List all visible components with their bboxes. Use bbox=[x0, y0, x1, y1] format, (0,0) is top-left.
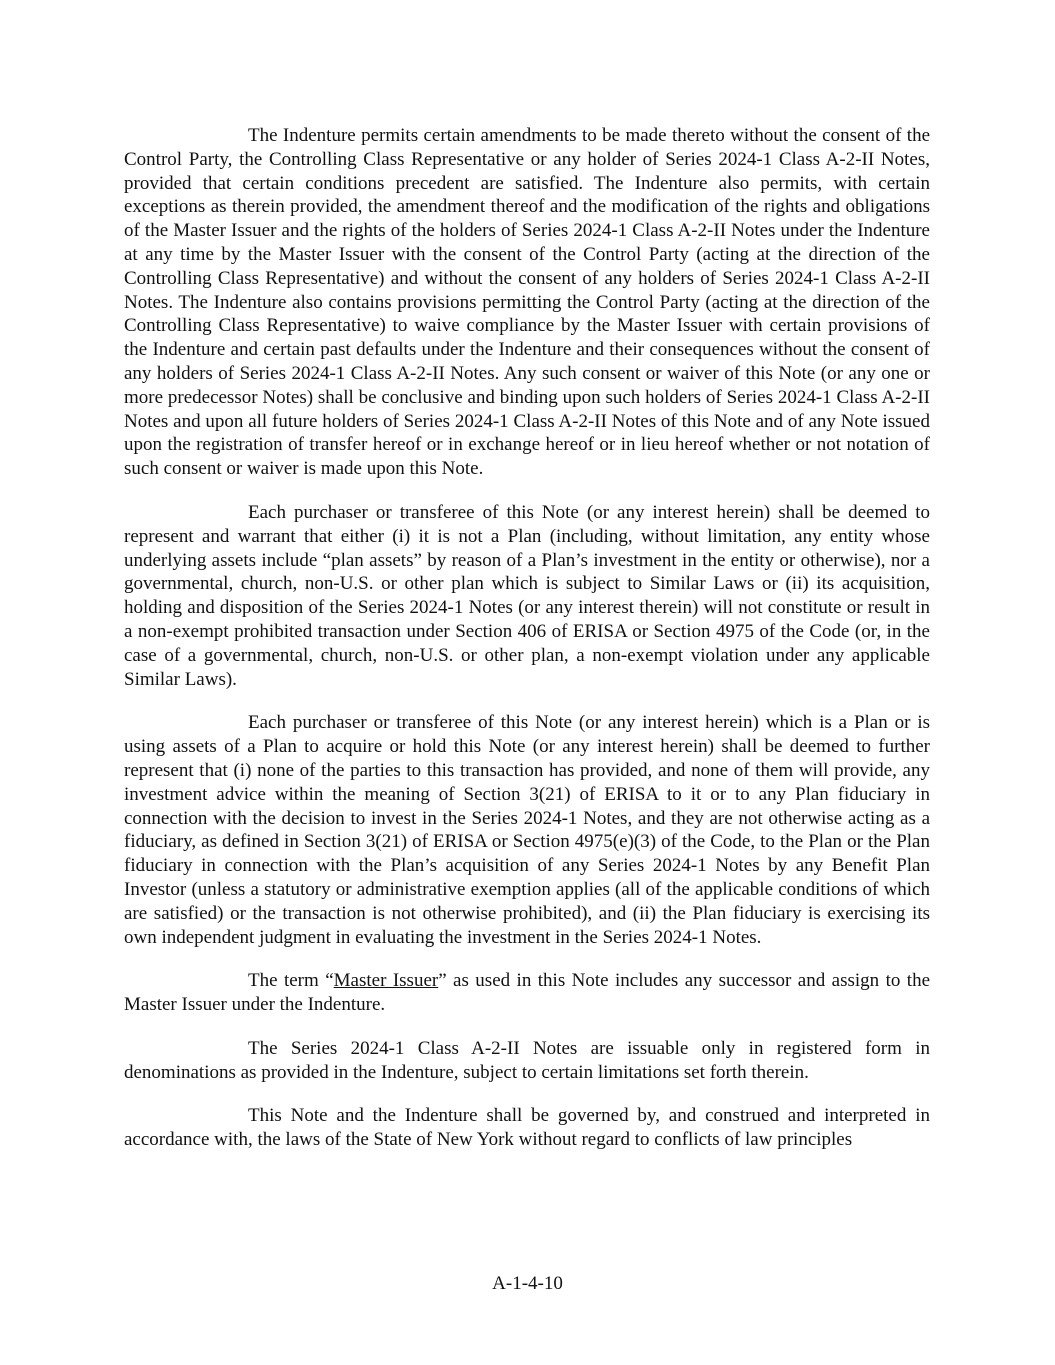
definition-trailing-text: ” as used in this Note includes any successor and assign to the Master Issuer under the Indenture. bbox=[124, 970, 930, 1016]
paragraph-amendments: The Indenture permits certain amendments to be made thereto without the consent of the Control Party, the Controlling Class Representative or any holder of Series 2024-1 Class A-2-II Notes, provided that certain conditions precedent are satisfied. The Indenture also permits, with certain exceptions as therein provided, the amendment thereof and the modification of the rights and obligations of the Master Issuer and the rights of the holders of Series 2024-1 Class A-2-II Notes under the Indenture at any time by the Master Issuer with the consent of the Control Party (acting at the direction of the Controlling Class Representative) and without the consent of any holders of Series 2024-1 Class A-2-II Notes. The Indenture also contains provisions permitting the Control Party (acting at the direction of the Controlling Class Representative) to waive compliance by the Master Issuer with certain provisions of the Indenture and certain past defaults under the Indenture and their consequences without the consent of any holders of Series 2024-1 Class A-2-II Notes. Any such consent or waiver of this Note (or any one or more predecessor Notes) shall be conclusive and binding upon such holders of Series 2024-1 Class A-2-II Notes and upon all future holders of Series 2024-1 Class A-2-II Notes of this Note and of any Note issued upon the registration of transfer hereof or in exchange hereof or in lieu hereof whether or not notation of such consent or waiver is made upon this Note. bbox=[124, 125, 930, 480]
paragraph-governing-law: This Note and the Indenture shall be governed by, and construed and interpreted in accordance with, the laws of the State of New York without regard to conflicts of law principles bbox=[124, 1105, 930, 1151]
paragraph-fiduciary-representation: Each purchaser or transferee of this Note (or any interest herein) which is a Plan or is using assets of a Plan to acquire or hold this Note (or any interest herein) shall be deemed to further represent that (i) none of the parties to this transaction has provided, and none of them will provide, any investment advice within the meaning of Section 3(21) of ERISA to it or to any Plan fiduciary in connection with the decision to invest in the Series 2024-1 Notes, and they are not otherwise acting as a fiduciary, as defined in Section 3(21) of ERISA or Section 4975(e)(3) of the Code, to the Plan or the Plan fiduciary in connection with the Plan’s acquisition of any Series 2024-1 Notes by any Benefit Plan Investor (unless a statutory or administrative exemption applies (all of the applicable conditions of which are satisfied) or the transaction is not otherwise prohibited), and (ii) the Plan fiduciary is exercising its own independent judgment in evaluating the investment in the Series 2024-1 Notes. bbox=[124, 712, 930, 948]
page-number: A-1-4-10 bbox=[492, 1273, 563, 1294]
paragraph-denominations: The Series 2024-1 Class A-2-II Notes are issuable only in registered form in denominations as provided in the Indenture, subject to certain limitations set forth therein. bbox=[124, 1037, 930, 1083]
definition-lead-text: The term “ bbox=[248, 970, 334, 992]
document-body bbox=[124, 124, 930, 1152]
paragraph-plan-representation: Each purchaser or transferee of this Note (or any interest herein) shall be deemed to represent and warrant that either (i) it is not a Plan (including, without limitation, any entity whose underlying assets include “plan assets” by reason of a Plan’s investment in the entity or otherwise), nor a governmental, church, non-U.S. or other plan which is subject to Similar Laws or (ii) its acquisition, holding and disposition of the Series 2024-1 Notes (or any interest therein) will not constitute or result in a non-exempt prohibited transaction under Section 406 of ERISA or Section 4975 of the Code (or, in the case of a governmental, church, non-U.S. or other plan, a non-exempt violation under any applicable Similar Laws). bbox=[124, 501, 930, 690]
defined-term-master-issuer: Master Issuer bbox=[333, 970, 439, 992]
paragraph-master-issuer-definition bbox=[124, 969, 930, 1017]
